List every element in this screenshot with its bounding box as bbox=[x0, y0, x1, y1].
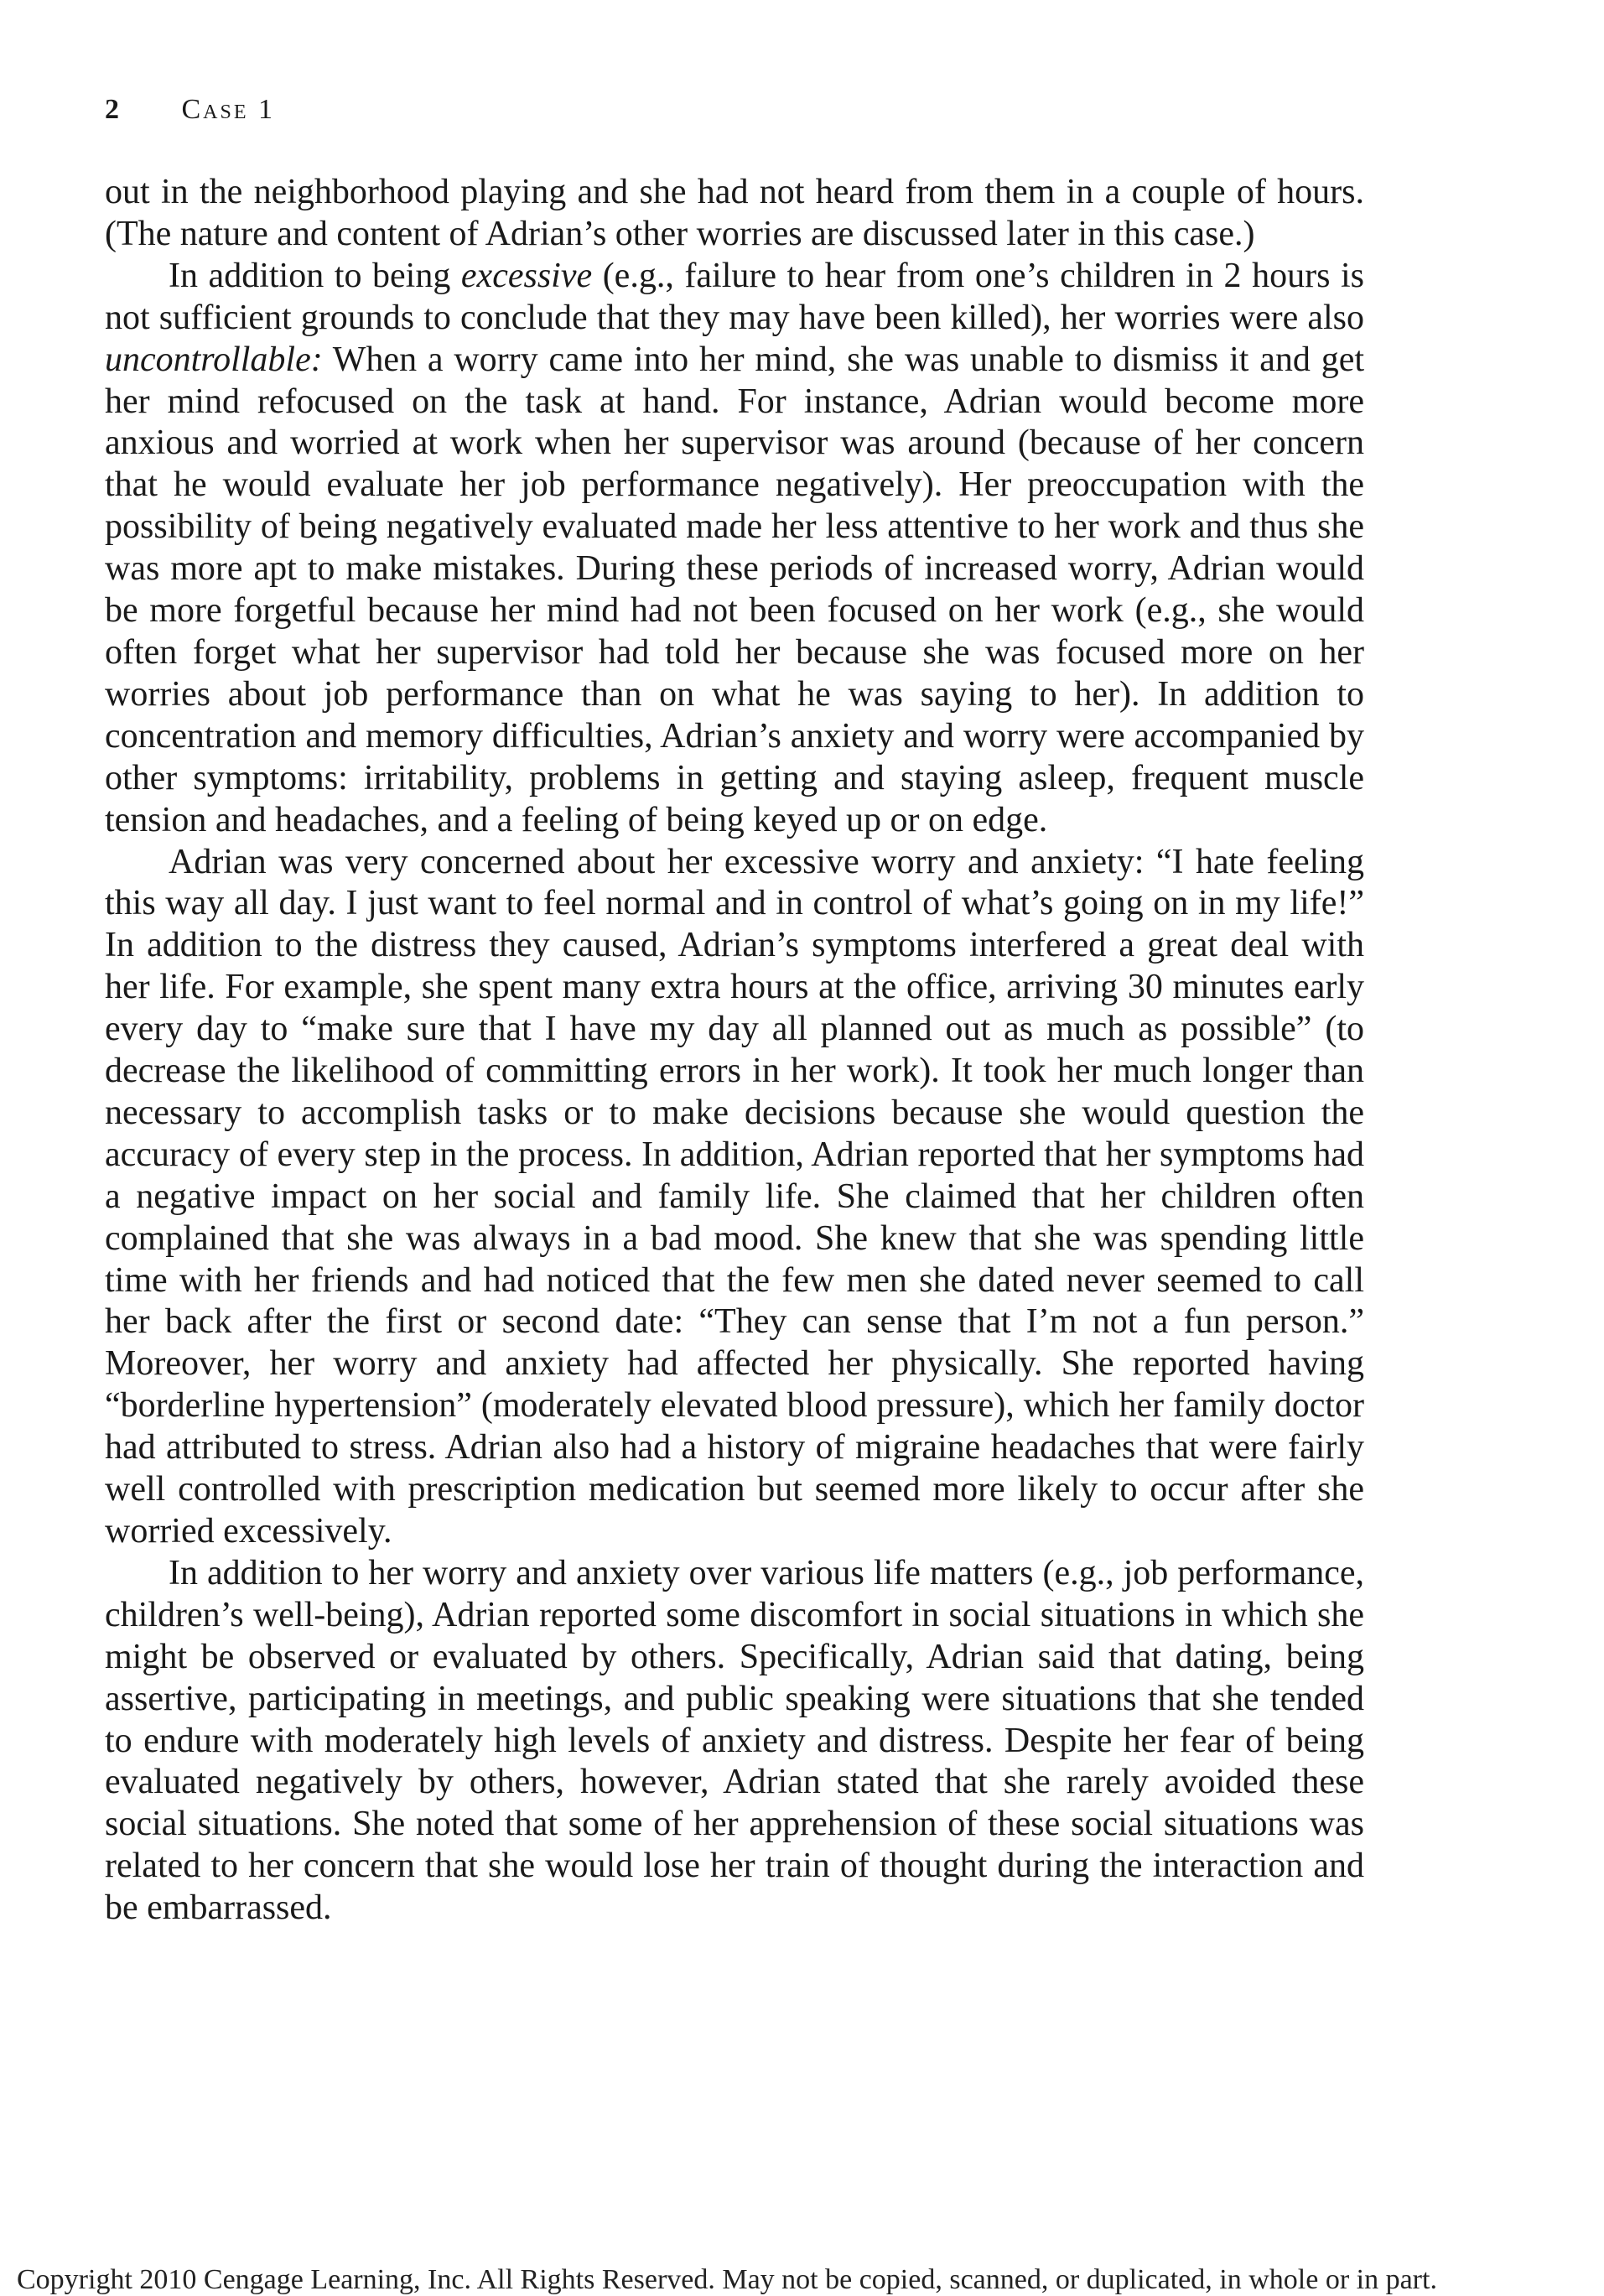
running-header bbox=[105, 94, 275, 126]
paragraph-4: In addition to her worry and anxiety over various life matters (e.g., job performance, children’s well-being), Adrian reported some discomfort in social situations in which she might be observed or evaluated by others. Specifically, Adrian said that dating, being assertive, participating in meetings, and public speaking were situations that she tended to endure with moderately high levels of anxiety and distress. Despite her fear of being evaluated negatively by others, however, Adrian stated that she rarely avoided these social situations. She noted that some of her apprehension of these social situations was related to her concern that she would lose her train of thought during the interaction and be embarrassed. bbox=[105, 1553, 1364, 1928]
paragraph-1: out in the neighborhood playing and she had not heard from them in a couple of hours. (The nature and content of Adrian’s other worries are discussed later in this case.) bbox=[105, 173, 1364, 253]
page-number: 2 bbox=[105, 94, 120, 125]
paragraph-2 bbox=[105, 256, 1364, 842]
paragraph-2-part-3: When a worry came into her mind, she was unable to dismiss it and get her mind refocused on the task at hand. For instance, Adrian would become more anxious and worried at work when her supervisor was around (because of her concern that he would evaluate her job performance negatively). Her preoccupation with the possibility of being negatively evaluated made her less attentive to her work and thus she was more apt to make mistakes. During these periods of increased worry, Adrian would be more forgetful because her mind had not been focused on her work (e.g., she would often forget what her supervisor had told her because she was focused more on her worries about job performance than on what he was saying to her). In addition to concentration and memory difficulties, Adrian’s anxiety and worry were accompanied by other symptoms: irritability, problems in getting and staying asleep, frequent muscle tension and headaches, and a feeling of being keyed up or on edge. bbox=[105, 340, 1364, 839]
body-text bbox=[105, 172, 1364, 1930]
running-head-title: Case 1 bbox=[181, 94, 276, 125]
paragraph-2-part-1: In addition to being bbox=[169, 256, 461, 295]
paragraph-2-part-2: (e.g., failure to hear from one’s children in 2 hours is not sufficient grounds to conclude that they may have been killed), her worries were also bbox=[105, 256, 1364, 337]
paragraph-3: Adrian was very concerned about her excessive worry and anxiety: “I hate feeling this way all day. I just want to feel normal and in control of what’s going on in my life!” In addition to the distress they caused, Adrian’s symptoms interfered a great deal with her life. For example, she spent many extra hours at the office, arriving 30 minutes early every day to “make sure that I have my day all planned out as much as possible” (to decrease the likelihood of committing errors in her work). It took her much longer than necessary to accomplish tasks or to make decisions because she would question the accuracy of every step in the process. In addition, Adrian reported that her symptoms had a negative impact on her social and family life. She claimed that her children often complained that she was always in a bad mood. She knew that she was spending little time with her friends and had noticed that the few men she dated never seemed to call her back after the first or second date: “They can sense that I’m not a fun person.” Moreover, her worry and anxiety had affected her physically. She reported having “borderline hypertension” (moderately elevated blood pressure), which her family doctor had attributed to stress. Adrian also had a history of migraine headaches that were fairly well controlled with prescription medication but seemed more likely to occur after she worried excessively. bbox=[105, 842, 1364, 1551]
copyright-notice: Copyright 2010 Cengage Learning, Inc. All Rights Reserved. May not be copied, scanned, or duplicated, in whole or in part. bbox=[17, 2264, 1437, 2295]
emphasis-uncontrollable: uncontrollable: bbox=[105, 340, 323, 379]
emphasis-excessive: excessive bbox=[460, 256, 593, 295]
